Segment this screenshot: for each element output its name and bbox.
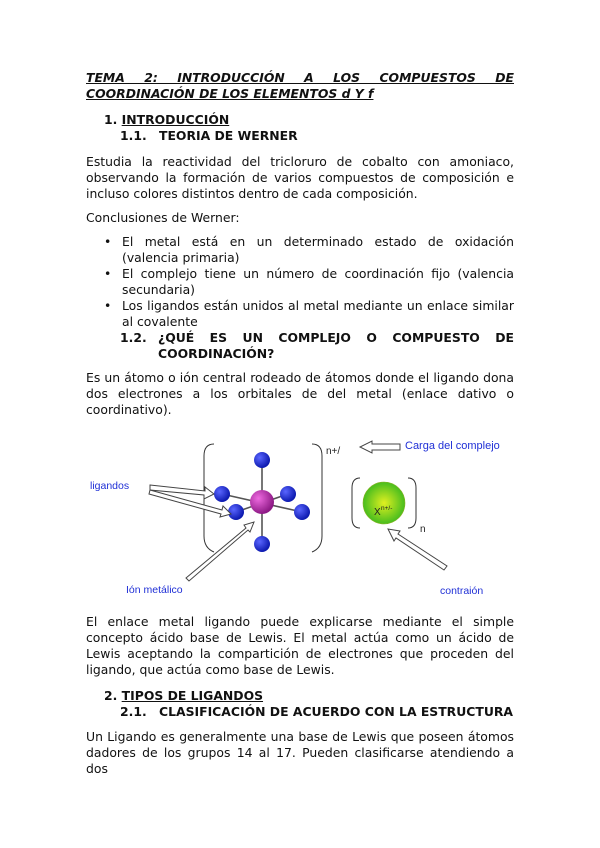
paragraph-lewis: El enlace metal ligando puede explicarse mediante el simple concepto ácido base de Lewis. El metal actúa como un ácido de Lewis aceptando la compartición de electrones que proceden del ligando, que actúa como base de Lewis.: [86, 614, 514, 677]
paragraph-ligandos: Un Ligando es generalmente una base de Lewis que poseen átomos dadores de los grupos 14 al 17. Pueden clasificarse atendiendo a dos: [86, 729, 514, 776]
list-item: • El complejo tiene un número de coordinación fijo (valencia secundaria): [104, 266, 514, 298]
list-item: • Los ligandos están unidos al metal mediante un enlace similar al covalente: [104, 298, 514, 330]
ligand-atom: [254, 536, 270, 552]
section-2-title: TIPOS DE LIGANDOS: [121, 688, 264, 703]
label-ligandos: ligandos: [90, 480, 130, 492]
counterion-left-bracket: [352, 478, 360, 528]
paragraph-werner: Estudia la reactividad del tricloruro de cobalto con amoniaco, observando la formación de varios compuestos de composición e incluso colores distintos dentro de cada composición.: [86, 154, 514, 201]
subsection-1-2-title-line-2: COORDINACIÓN?: [158, 346, 275, 361]
list-item: • El metal está en un determinado estado de oxidación (valencia primaria): [104, 234, 514, 266]
document-title: [86, 70, 514, 102]
section-2-number: 2.: [104, 688, 118, 703]
subsection-2-1-number: 2.1.: [120, 704, 147, 719]
ligand-atom: [254, 452, 270, 468]
section-2-heading: [104, 688, 263, 704]
subsection-1-2-number: 1.2.: [120, 330, 147, 345]
section-1-number: 1.: [104, 112, 118, 127]
section-1-heading: [104, 112, 229, 128]
section-1-title: INTRODUCCIÓN: [121, 112, 230, 127]
ligand-atom: [214, 486, 230, 502]
arrow-icon: [186, 522, 254, 581]
label-n: n: [420, 524, 426, 535]
subsection-2-1-title: CLASIFICACIÓN DE ACUERDO CON LA ESTRUCTURA: [159, 704, 514, 719]
ligand-atom: [280, 486, 296, 502]
subsection-1-2-title-line-1: ¿QUÉ ES UN COMPLEJO O COMPUESTO DE: [158, 330, 514, 345]
label-counterion: X: [374, 507, 381, 518]
conclusions-list: [104, 234, 514, 330]
ligand-atom: [228, 504, 244, 520]
subsection-1-1-title: TEORIA DE WERNER: [159, 128, 298, 143]
counterion-right-bracket: [408, 478, 416, 528]
label-carga-complejo: Carga del complejo: [405, 440, 500, 452]
label-ion-metalico: Ión metálico: [126, 584, 183, 596]
label-contraion: contraión: [440, 585, 484, 597]
title-line-1: TEMA 2: INTRODUCCIÓN A LOS COMPUESTOS DE: [86, 70, 514, 85]
metal-atom: [250, 490, 274, 514]
label-counterion-charge: n+/-: [381, 505, 393, 512]
subsection-1-1-heading: [120, 128, 298, 144]
label-charge: n+/: [326, 446, 341, 457]
arrow-icon: [360, 441, 400, 453]
subsection-2-1-heading: [120, 704, 513, 720]
conclusions-label: Conclusiones de Werner:: [86, 210, 240, 225]
coordination-complex-figure: [0, 430, 600, 605]
right-bracket: [312, 444, 322, 552]
subsection-1-1-number: 1.1.: [120, 128, 147, 143]
subsection-1-2-heading: [120, 330, 514, 362]
ligand-atom: [294, 504, 310, 520]
arrow-icon: [388, 529, 447, 570]
paragraph-complejo: Es un átomo o ión central rodeado de átomos donde el ligando dona dos electrones a los orbitales de del metal (enlace dativo o coordinativo).: [86, 370, 514, 417]
title-line-2: COORDINACIÓN DE LOS ELEMENTOS d Y f: [86, 86, 374, 101]
counterion-atom: [363, 482, 405, 524]
